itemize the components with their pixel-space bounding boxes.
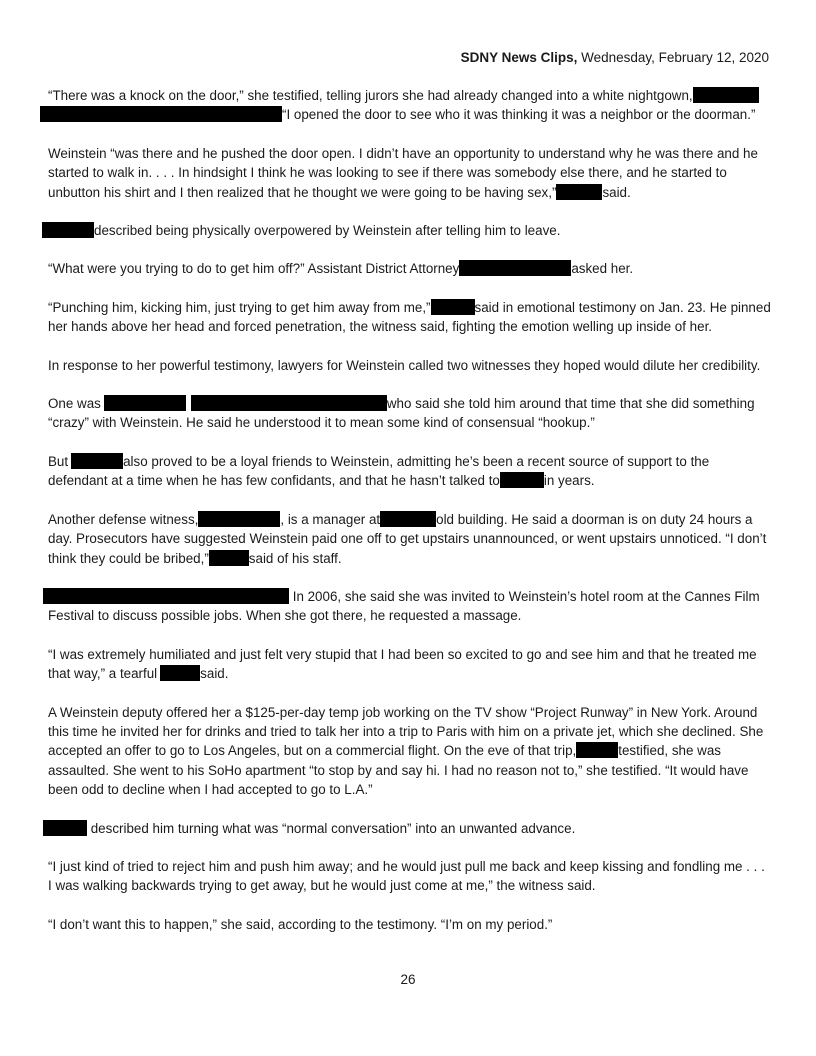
paragraph-text: said. [200, 666, 229, 682]
paragraph-text: who said she told him around that time that she did something “crazy” with Weinstein. He said he understood it to mean some kind of consensual “hookup.” [48, 396, 755, 431]
redaction [500, 472, 544, 488]
redaction [431, 299, 475, 315]
paragraph [48, 915, 772, 934]
paragraph [48, 259, 772, 278]
paragraph-text: But [48, 453, 69, 469]
paragraph-text: said in emotional testimony on Jan. 23. He pinned her hands above her head and forced penetration, the witness said, fighting the emotion welling up inside of her. [48, 299, 771, 335]
paragraph-text: said. [602, 184, 631, 200]
paragraph [48, 86, 772, 125]
paragraph [48, 221, 772, 240]
redaction [104, 395, 186, 411]
paragraph [48, 703, 772, 800]
header-source: SDNY News Clips, [460, 50, 578, 65]
paragraph-text: Another defense witness, [48, 511, 199, 527]
paragraph-text: also proved to be a loyal friends to Weinstein, admitting he’s been a recent source of support to the defendant at a time when he has few confidants, and that he hasn’t talked to [48, 453, 710, 489]
paragraph [48, 645, 772, 684]
paragraph [48, 356, 772, 375]
redaction [42, 222, 94, 238]
redaction [693, 87, 759, 103]
redaction [43, 588, 289, 604]
paragraph-text: said of his staff. [248, 550, 342, 566]
paragraph-text: asked her. [571, 261, 634, 277]
paragraph-text: One was [48, 396, 101, 412]
paragraph-text: “I was extremely humiliated and just felt very stupid that I had been so excited to go and see him and that he treated me that way,” a tearful [48, 646, 757, 682]
paragraph-text: , is a manager at [280, 511, 381, 527]
article-body [48, 86, 772, 953]
redaction [71, 453, 123, 469]
redaction [43, 820, 87, 836]
paragraph-text: described him turning what was “normal conversation” into an unwanted advance. [90, 820, 576, 836]
paragraph [48, 510, 772, 568]
header-date: Wednesday, February 12, 2020 [577, 50, 769, 65]
paragraph-text: In response to her powerful testimony, lawyers for Weinstein called two witnesses they hoped would dilute her credibility. [48, 357, 761, 373]
paragraph-text: In 2006, she said she was invited to Weinstein’s hotel room at the Cannes Film Festival to discuss possible jobs. When she got there, he requested a massage. [48, 588, 760, 624]
paragraph [48, 819, 772, 838]
paragraph-text: in years. [543, 473, 595, 489]
redaction [380, 511, 436, 527]
redaction [40, 106, 282, 122]
paragraph-text: testified, she was assaulted. She went to his SoHo apartment “to stop by and say hi. I had no reason not to,” she testified. “It would have been odd to decline when I had accepted to go to L.A.” [48, 743, 749, 798]
paragraph [48, 857, 772, 896]
redaction [160, 665, 200, 681]
paragraph-text: “I don’t want this to happen,” she said, according to the testimony. “I’m on my period.” [48, 916, 553, 932]
redaction [191, 395, 387, 411]
paragraph-text: “There was a knock on the door,” she testified, telling jurors she had already changed into a white nightgown, [48, 88, 693, 103]
paragraph-text: “I just kind of tried to reject him and push him away; and he would just pull me back and keep kissing and fondling me . . . I was walking backwards trying to get away, but he would just come at me,” the witness said. [48, 858, 765, 894]
redaction [198, 511, 280, 527]
paragraph [48, 298, 772, 337]
redaction [576, 742, 618, 758]
redaction [209, 550, 249, 566]
paragraph-text: old building. He said a doorman is on duty 24 hours a day. Prosecutors have suggested Weinstein paid one off to get upstairs unannounced, or went upstairs unnoticed. “I don’t think they could be bribed,” [48, 511, 767, 566]
paragraph [48, 452, 772, 491]
page-header [461, 50, 769, 65]
page-number: 26 [400, 972, 416, 987]
paragraph-text: Weinstein “was there and he pushed the door open. I didn’t have an opportunity to understand why he was there and he started to walk in. . . . In hindsight I think he was looking to see if there was somebody else there, and he started to unbutton his shirt and I then realized that he thought we were going to be having sex,” [48, 145, 758, 200]
paragraph-text: “Punching him, kicking him, just trying to get him away from me,” [48, 299, 431, 315]
paragraph-text: “I opened the door to see who it was thinking it was a neighbor or the doorman.” [282, 107, 756, 123]
redaction [556, 184, 602, 200]
paragraph [48, 394, 772, 433]
paragraph-text: “What were you trying to do to get him off?” Assistant District Attorney [48, 261, 460, 277]
paragraph [48, 144, 772, 202]
paragraph-text: described being physically overpowered by Weinstein after telling him to leave. [94, 223, 561, 239]
paragraph [48, 587, 772, 626]
paragraph-text: A Weinstein deputy offered her a $125-per-day temp job working on the TV show “Project Runway” in New York. Around this time he invited her for drinks and tried to talk her into a trip to Paris with him on a private jet, which she declined. She accepted an offer to go to Los Angeles, but on a commercial flight. On the eve of that trip, [48, 704, 764, 759]
redaction [459, 260, 571, 276]
